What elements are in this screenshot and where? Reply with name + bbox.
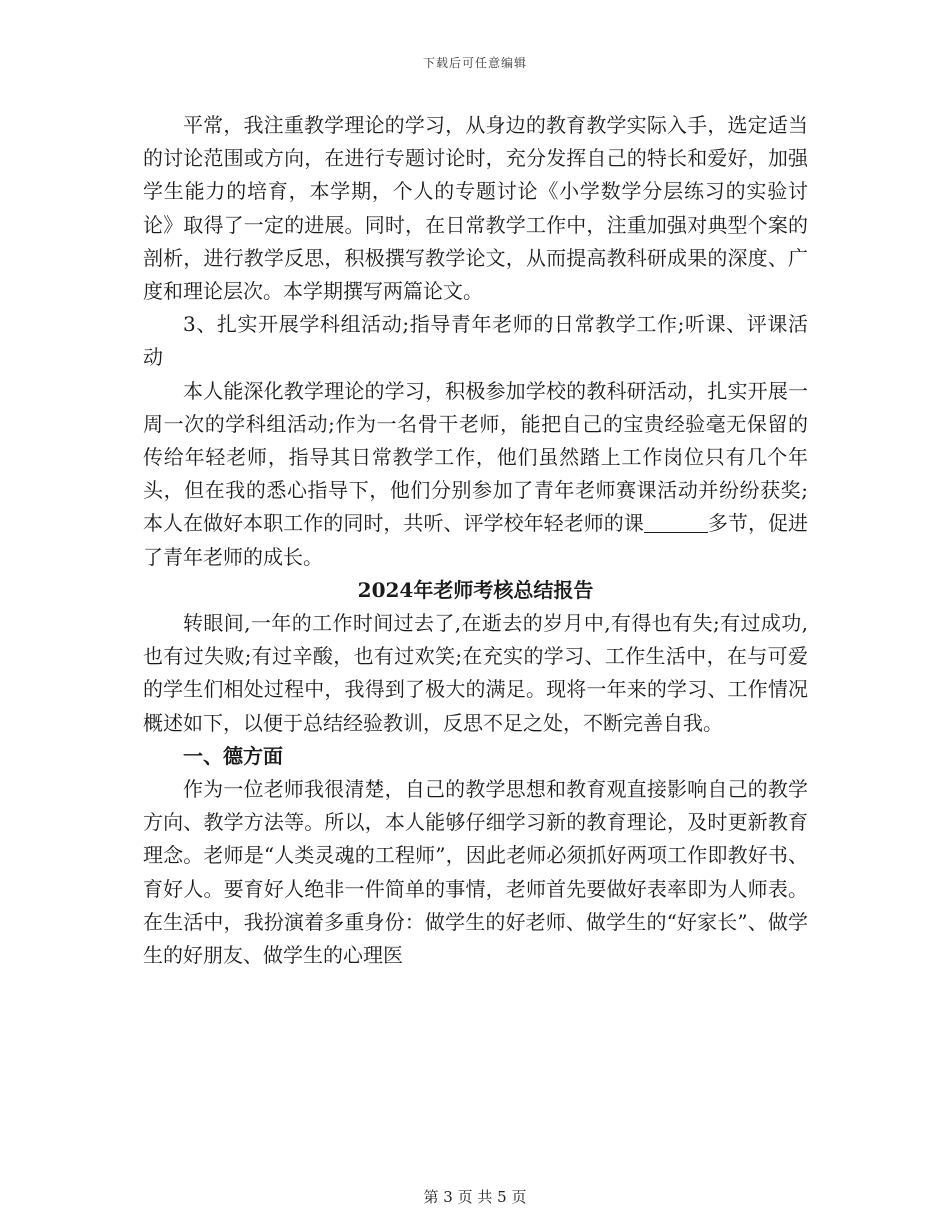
page-header: 下载后可任意编辑 <box>422 56 527 70</box>
paragraph-morality: 作为一位老师我很清楚，自己的教学思想和教育观直接影响自己的教学方向、教学方法等。所以，本人能够仔细学习新的教育理论，及时更新教育理念。老师是“人类灵魂的工程师”，因此老师必须抓好两项工作即教好书、育好人。要育好人绝非一件简单的事情，老师首先要做好表率即为人师表。在生活中，我扮演着多重身份：做学生的好老师、做学生的“好家长”、做学生的好朋友、做学生的心理医 <box>143 777 808 968</box>
report-title: 2024年老师考核总结报告 <box>357 577 594 602</box>
fill-in-blank <box>644 512 708 533</box>
paragraph-research: 平常，我注重教学理论的学习，从身边的教育教学实际入手，选定适当的讨论范围或方向，在进行专题讨论时，充分发挥自己的特长和爱好，加强学生能力的培育，本学期，个人的专题讨论《小学数学分层练习的实验讨论》取得了一定的进展。同时，在日常教学工作中，注重加强对典型个案的剖析，进行教学反思，积极撰写教学论文，从而提高教科研成果的深度、广度和理论层次。本学期撰写两篇论文。 <box>143 113 808 304</box>
paragraph-mentoring-tail: 多节，促进了青年老师的成长。 <box>143 511 809 569</box>
paragraph-mentoring-text: 本人能深化教学理论的学习，积极参加学校的教科研活动，扎实开展一周一次的学科组活动;作为一名骨干老师，能把自己的宝贵经验毫无保留的传给年轻老师，指导其日常教学工作，他们虽然踏上工作岗位只有几个年头，但在我的悉心指导下，他们分别参加了青年老师赛课活动并纷纷获奖;本人在做好本职工作的同时，共听、评学校年轻老师的课 <box>143 378 808 536</box>
paragraph-section-3: 3、扎实开展学科组活动;指导青年老师的日常教学工作;听课、评课活动 <box>143 312 808 370</box>
paragraph-intro: 转眼间,一年的工作时间过去了,在逝去的岁月中,有得也有失;有过成功,也有过失败;有过辛酸，也有过欢笑;在充实的学习、工作生活中，在与可爱的学生们相处过程中，我得到了极大的满足。现将一年来的学习、工作情况概述如下，以便于总结经验教训，反思不足之处，不断完善自我。 <box>143 611 808 735</box>
document-body <box>143 109 808 972</box>
section-heading-morality: 一、德方面 <box>183 743 283 768</box>
paragraph-mentoring <box>143 375 808 574</box>
page-footer: 第 3 页 共 5 页 <box>423 1188 527 1206</box>
